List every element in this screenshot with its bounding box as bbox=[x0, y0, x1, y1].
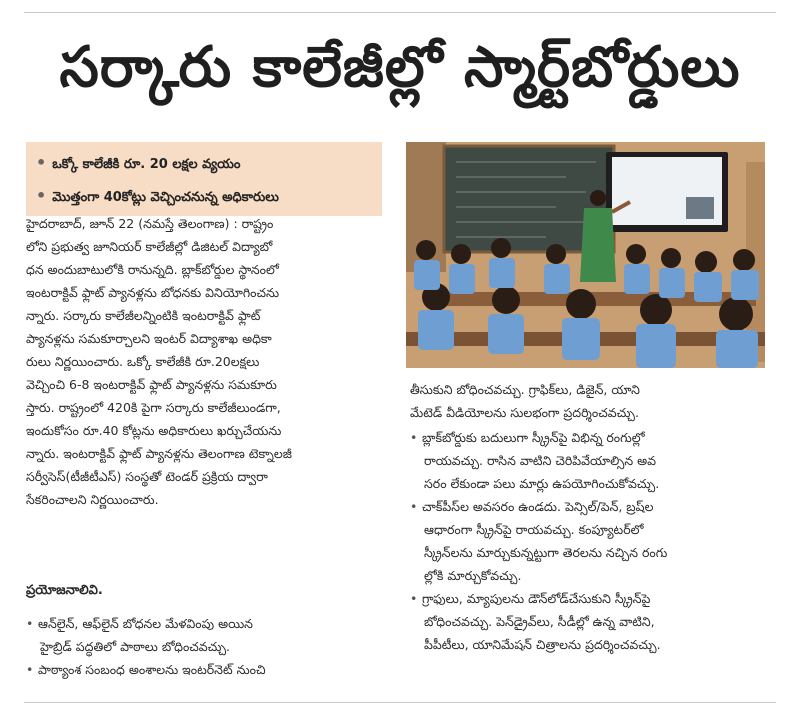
body-line: సేకరించాలని నిర్ణయించారు. bbox=[26, 492, 159, 507]
top-rule bbox=[24, 12, 776, 13]
highlight-item bbox=[26, 146, 382, 179]
benefit-item bbox=[410, 426, 765, 495]
benefit-line: ఆన్‌లైన్, ఆఫ్‌లైన్ బోధనల మేళవింపు అయిన bbox=[38, 616, 253, 631]
body-line: న్నారు. ఇంటరాక్టివ్ ఫ్లాట్ ప్యానళ్లను తెలంగాణ టెక్నాలజీ bbox=[26, 446, 292, 461]
benefit-line: చాక్‌పీస్‌ల అవసరం ఉండదు. పెన్సిల్/పెన్, బ్రష్‌ల bbox=[422, 499, 654, 514]
bullet-icon: • bbox=[410, 591, 418, 606]
body-line: ఇంటరాక్టివ్ ఫ్లాట్ ప్యానళ్లను బోధనకు వినియోగించను bbox=[26, 285, 280, 300]
classroom-photo bbox=[406, 142, 765, 368]
bullet-icon: • bbox=[410, 499, 418, 514]
benefit-line: రాయవచ్చు. రాసిన వాటిని చెరిపివేయాల్సిన అవ bbox=[424, 453, 656, 468]
benefit-line: సరం లేకుండా పలు మార్లు ఉపయోగించుకోవచ్చు. bbox=[424, 476, 660, 491]
bullet-icon: • bbox=[26, 616, 34, 631]
benefit-item bbox=[410, 495, 765, 587]
benefits-title: ప్రయోజనాలివి. bbox=[26, 583, 103, 598]
benefits-list-col2 bbox=[410, 426, 765, 656]
benefit-line: బ్లాక్‌బోర్డుకు బదులుగా స్క్రీన్‌పై విభిన్న రంగుల్లో bbox=[422, 430, 645, 445]
body-line: రులు నిర్ణయించారు. ఒక్కో కాలేజీకి రూ.20లక్షలు bbox=[26, 354, 260, 369]
benefits-list-col1 bbox=[26, 612, 383, 681]
benefit-item bbox=[26, 612, 383, 658]
benefit-line: బోధించవచ్చు. పెన్‌డ్రైవ్‌లు, సీడీల్లో ఉన్న వాటిని, bbox=[424, 614, 655, 629]
body-line: తీసుకుని బోధించవచ్చు. గ్రాఫిక్‌లు, డిజైన్, యాని bbox=[410, 382, 640, 397]
benefit-line: హైబ్రిడ్ పద్ధతిలో పాఠాలు బోధించవచ్చు. bbox=[40, 639, 231, 654]
benefit-line: ల్లోకి మార్చుకోవచ్చు. bbox=[424, 568, 522, 583]
benefit-item bbox=[410, 587, 765, 656]
benefit-item bbox=[26, 658, 383, 681]
article-body-col2 bbox=[410, 378, 765, 424]
article-body-col1 bbox=[26, 212, 383, 511]
body-line: మేటెడ్ వీడియోలను సులభంగా ప్రదర్శించవచ్చు. bbox=[410, 405, 639, 420]
classroom-illustration bbox=[406, 142, 765, 368]
highlights-box bbox=[26, 142, 382, 216]
bullet-icon: • bbox=[26, 662, 34, 677]
highlight-item bbox=[26, 179, 382, 212]
bullet-icon: • bbox=[36, 186, 47, 205]
benefit-line: పాఠ్యాంశ సంబంధ అంశాలను ఇంటర్‌నెట్ నుంచి bbox=[38, 662, 266, 677]
body-line: సర్వీసెస్(టీజీటీఎస్) సంస్థతో టెండర్ ప్రక్రియ ద్వారా bbox=[26, 469, 268, 484]
benefit-line: పీపీటీలు, యానిమేషన్ చిత్రాలను ప్రదర్శించవచ్చు. bbox=[424, 637, 661, 652]
body-line: స్తారు. రాష్ట్రంలో 420కి పైగా సర్కారు కాలేజీలుండగా, bbox=[26, 400, 281, 415]
benefit-line: ఆధారంగా స్క్రీన్‌పై రాయవచ్చు. కంప్యూటర్‌లో bbox=[424, 522, 644, 537]
body-line: వెచ్చించి 6-8 ఇంటరాక్టివ్ ఫ్లాట్ ప్యానళ్లను సమకూరు bbox=[26, 377, 277, 392]
body-line: ధన అందుబాటులోకి రానున్నది. బ్లాక్‌బోర్డుల స్థానంలో bbox=[26, 262, 279, 277]
highlight-text: ఒక్కో కాలేజీకి రూ. 20 లక్షల వ్యయం bbox=[52, 157, 241, 172]
body-line: ఇందుకోసం రూ.40 కోట్లను అధికారులు ఖర్చుచేయను bbox=[26, 423, 282, 438]
body-line: హైదరాబాద్, జూన్ 22 (నమస్తే తెలంగాణ) : రాష్ట్రం bbox=[26, 216, 274, 231]
benefit-line: గ్రాఫులు, మ్యాపులను డౌన్‌లోడ్‌చేసుకుని స్క్రీన్‌పై bbox=[422, 591, 651, 606]
body-line: లోని ప్రభుత్వ జూనియర్ కాలేజీల్లో డిజిటల్ విద్యాబో bbox=[26, 239, 273, 254]
bottom-rule bbox=[24, 702, 776, 703]
headline: సర్కారు కాలేజీల్లో స్మార్ట్‌బోర్డులు bbox=[59, 35, 741, 100]
body-line: న్నారు. సర్కారు కాలేజీలన్నింటికి ఇంటరాక్టివ్ ఫ్లాట్ bbox=[26, 308, 261, 323]
benefit-line: స్క్రీన్‌లను మార్చుకున్నట్టుగా తెరలను నచ్చిన రంగు bbox=[424, 545, 668, 560]
bullet-icon: • bbox=[36, 153, 47, 172]
bullet-icon: • bbox=[410, 430, 418, 445]
highlight-text: మొత్తంగా 40కోట్లు వెచ్చించనున్న అధికారులు bbox=[52, 190, 279, 205]
body-line: ప్యానళ్లను సమకూర్చాలని ఇంటర్ విద్యాశాఖ అధికా bbox=[26, 331, 272, 346]
